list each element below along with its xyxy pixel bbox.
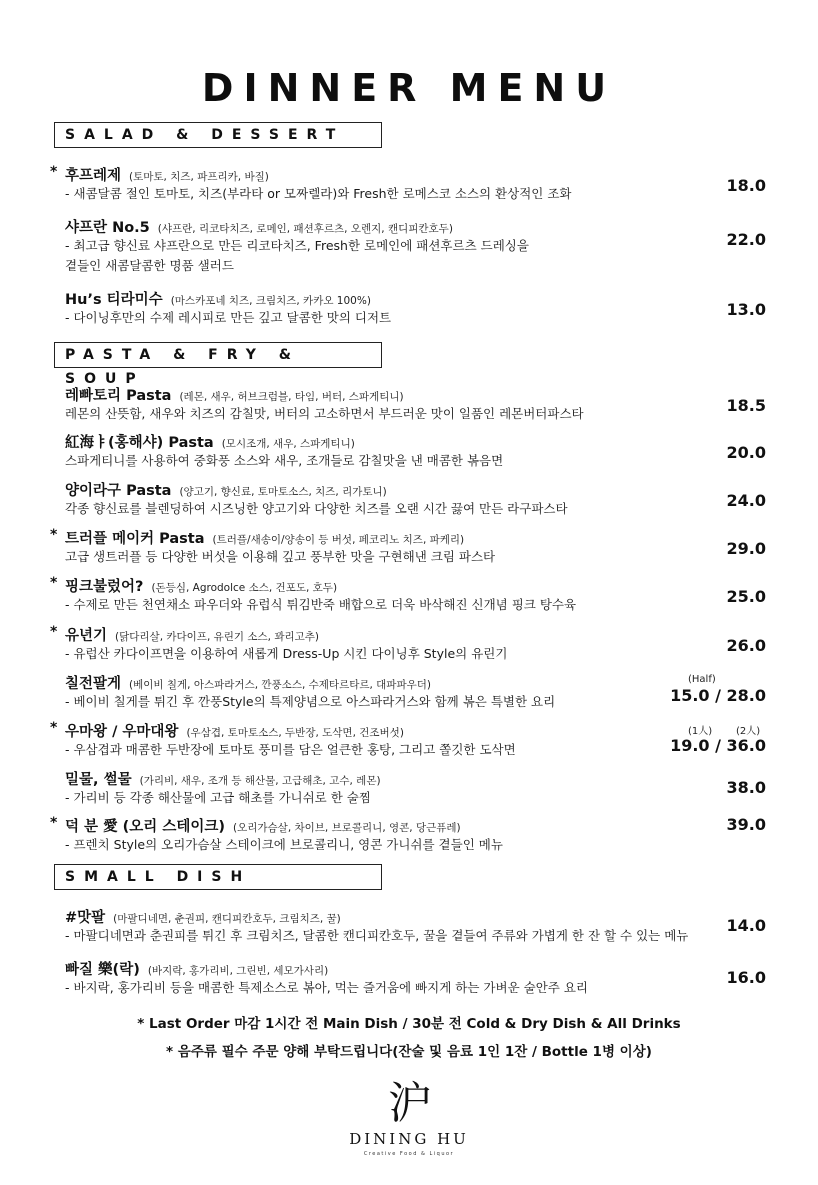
- one-person-label: (1人): [688, 726, 713, 737]
- menu-item: [50, 672, 770, 712]
- menu-item-price: 13.0: [726, 300, 766, 319]
- menu-item-price: 16.0: [726, 968, 766, 987]
- menu-item-description: - 유럽산 카다이프면을 이용하여 새롭게 Dress-Up 시킨 다이닝후 Style의 유린기: [65, 646, 508, 661]
- menu-item: [50, 288, 770, 328]
- menu-item-name: 덕 분 愛 (오리 스테이크): [65, 819, 226, 835]
- half-size-label: (Half): [688, 674, 716, 685]
- menu-item-ingredients: (닭다리살, 카다이프, 유린기 소스, 꽈리고추): [115, 631, 320, 643]
- section-header-pasta-fry-soup: PASTA & FRY & SOUP: [54, 342, 382, 368]
- menu-item-ingredients: (오리가슴살, 차이브, 브로콜리니, 영콘, 당근퓨레): [233, 822, 461, 834]
- menu-item-description: - 다이닝후만의 수제 레시피로 만든 깊고 달콤한 맛의 디저트: [65, 310, 392, 325]
- recommend-star: *: [50, 815, 58, 831]
- menu-item-description: - 프렌치 Style의 오리가슴살 스테이크에 브로콜리니, 영콘 가니쉬를 곁들인 메뉴: [65, 837, 503, 852]
- menu-item-ingredients: (양고기, 향신료, 토마토소스, 치즈, 리가토니): [179, 486, 387, 498]
- recommend-star: *: [50, 527, 58, 543]
- menu-item: [50, 768, 770, 808]
- menu-item-name-line: [50, 815, 770, 835]
- menu-item: [50, 906, 770, 946]
- menu-item-description: 각종 향신료를 블렌딩하여 시즈닝한 양고기와 다양한 치즈를 오랜 시간 끓여 만든 라구파스타: [65, 501, 568, 516]
- menu-item-ingredients: (토마토, 치즈, 파프리카, 바질): [129, 171, 269, 183]
- menu-item-price: 38.0: [726, 778, 766, 797]
- menu-item-name: Hu’s 티라미수: [65, 292, 163, 308]
- menu-item-name: 밀물, 썰물: [65, 772, 132, 788]
- menu-item: [50, 479, 770, 519]
- menu-item-name: 트러플 메이커 Pasta: [65, 531, 205, 547]
- two-person-label: (2人): [736, 726, 761, 737]
- drink-order-note: * 음주류 필수 주문 양해 부탁드립니다(잔술 및 음료 1인 1잔 / Bottle 1병 이상): [166, 1044, 652, 1060]
- menu-item-name-line: [50, 527, 770, 547]
- menu-item-price: 24.0: [726, 491, 766, 510]
- menu-item-name: 핑크불렀어?: [65, 579, 144, 595]
- menu-item-ingredients: (샤프란, 리코타치즈, 로메인, 패션후르츠, 오렌지, 캔디피칸호두): [157, 223, 453, 235]
- menu-item-price: 18.5: [726, 396, 766, 415]
- menu-item-price: 25.0: [726, 587, 766, 606]
- menu-item: [50, 958, 770, 998]
- menu-item-ingredients: (우삼겹, 토마토소스, 두반장, 도삭면, 건조버섯): [186, 727, 404, 739]
- menu-item-price: 22.0: [726, 230, 766, 249]
- menu-title: DINNER MENU: [201, 66, 617, 110]
- menu-item-description: 곁들인 새콤달콤한 명품 샐러드: [65, 258, 234, 273]
- menu-item-name-line: [50, 958, 770, 978]
- menu-item-price: 29.0: [726, 539, 766, 558]
- menu-item-name: 우마왕 / 우마대왕: [65, 724, 179, 740]
- menu-item-ingredients: (마팔디네면, 춘권피, 캔디피칸호두, 크림치즈, 꿀): [113, 913, 341, 925]
- menu-item-price: 20.0: [726, 443, 766, 462]
- section-header-salad-dessert: SALAD & DESSERT: [54, 122, 382, 148]
- menu-item-name: 후프레제: [65, 168, 122, 184]
- menu-item-name-line: [50, 431, 770, 451]
- menu-item-description: 레몬의 산뜻함, 새우와 치즈의 감칠맛, 버터의 고소하면서 부드러운 맛이 일품인 레몬버터파스타: [65, 406, 584, 421]
- menu-item-name: 빠질 樂(락): [65, 962, 140, 978]
- menu-item: [50, 164, 770, 204]
- dining-hu-logo-icon: [380, 1072, 440, 1128]
- menu-item-price: 39.0: [726, 815, 766, 834]
- logo-tagline: Creative Food & Liquor: [363, 1151, 455, 1157]
- menu-item: [50, 527, 770, 567]
- menu-item-name-line: [50, 672, 770, 692]
- recommend-star: *: [50, 720, 58, 736]
- menu-item-ingredients: (베이비 칠게, 아스파라거스, 깐풍소스, 수제타르타르, 대파파우더): [129, 679, 431, 691]
- menu-item: [50, 624, 770, 664]
- menu-item: [50, 815, 770, 855]
- menu-item-name-line: [50, 479, 770, 499]
- menu-item-description: 스파게티니를 사용하여 중화풍 소스와 새우, 조개들로 감칠맛을 낸 매콤한 볶음면: [65, 453, 504, 468]
- menu-item-description: - 베이비 칠게를 튀긴 후 깐풍Style의 특제양념으로 아스파라거스와 함께 볶은 특별한 요리: [65, 694, 556, 709]
- menu-item: [50, 431, 770, 471]
- menu-item-price: 15.0 / 28.0: [670, 686, 766, 705]
- logo-name: DINING HU: [349, 1130, 469, 1148]
- menu-item-name-line: [50, 216, 770, 236]
- menu-item-description: - 새콤달콤 절인 토마토, 치즈(부라타 or 모짜렐라)와 Fresh한 로메스코 소스의 환상적인 조화: [65, 186, 572, 201]
- menu-item-description: - 가리비 등 각종 해산물에 고급 해초를 가니쉬로 한 술찜: [65, 790, 371, 805]
- menu-item-name: #맛팔: [65, 910, 106, 926]
- menu-item-ingredients: (트러플/새송이/양송이 등 버섯, 페코리노 치즈, 파케리): [212, 534, 465, 546]
- menu-item-description: - 마팔디네면과 춘권피를 튀긴 후 크림치즈, 달콤한 캔디피칸호두, 꿀을 곁들여 주류와 가볍게 한 잔 할 수 있는 메뉴: [65, 928, 689, 943]
- last-order-note: * Last Order 마감 1시간 전 Main Dish / 30분 전 Cold & Dry Dish & All Drinks: [137, 1016, 681, 1032]
- menu-item-ingredients: (가리비, 새우, 조개 등 해산물, 고급해초, 고수, 레몬): [139, 775, 381, 787]
- menu-item-name: 양이라구 Pasta: [65, 483, 172, 499]
- menu-item-price: 18.0: [726, 176, 766, 195]
- recommend-star: *: [50, 624, 58, 640]
- menu-item-name: 유년기: [65, 628, 108, 644]
- menu-item-ingredients: (마스카포네 치즈, 크림치즈, 카카오 100%): [170, 295, 371, 307]
- menu-item-name-line: [50, 624, 770, 644]
- menu-item-name: 레빠토리 Pasta: [65, 388, 172, 404]
- menu-item-ingredients: (돈등심, Agrodolce 소스, 건포도, 호두): [151, 582, 338, 594]
- menu-item-ingredients: (레몬, 새우, 허브크럼블, 타임, 버터, 스파게티니): [179, 391, 404, 403]
- menu-item-name-line: [50, 164, 770, 184]
- menu-item-description: - 최고급 향신료 샤프란으로 만든 리코타치즈, Fresh한 로메인에 패션후르츠 드레싱을: [65, 238, 529, 253]
- menu-item: [50, 384, 770, 424]
- menu-item-name-line: [50, 906, 770, 926]
- menu-item-ingredients: (바지락, 홍가리비, 그린빈, 세모가사리): [147, 965, 329, 977]
- section-header-small-dish: SMALL DISH: [54, 864, 382, 890]
- menu-item-description: - 우삼겹과 매콤한 두반장에 토마토 풍미를 담은 얼큰한 홍탕, 그리고 쫄깃한 도삭면: [65, 742, 516, 757]
- menu-item-name-line: [50, 720, 770, 740]
- menu-item-name: 紅海ㅑ(홍해샤) Pasta: [65, 435, 214, 451]
- menu-item-price: 26.0: [726, 636, 766, 655]
- menu-item-name: 샤프란 No.5: [65, 220, 150, 236]
- menu-item-name-line: [50, 384, 770, 404]
- recommend-star: *: [50, 164, 58, 180]
- menu-item: [50, 216, 770, 276]
- logo-glyph: 沪: [388, 1078, 432, 1128]
- menu-item-description: 고급 생트러플 등 다양한 버섯을 이용해 깊고 풍부한 맛을 구현해낸 크림 파스타: [65, 549, 496, 564]
- recommend-star: *: [50, 575, 58, 591]
- menu-item: [50, 720, 770, 760]
- menu-item-name: 칠전팔게: [65, 676, 122, 692]
- menu-item-name-line: [50, 288, 770, 308]
- menu-item-description: - 바지락, 홍가리비 등을 매콤한 특제소스로 볶아, 먹는 즐거움에 빠지게 하는 가벼운 술안주 요리: [65, 980, 588, 995]
- menu-item-ingredients: (모시조개, 새우, 스파게티니): [221, 438, 355, 450]
- menu-item-name-line: [50, 768, 770, 788]
- menu-item-description: - 수제로 만든 천연채소 파우더와 유럽식 튀김반죽 배합으로 더욱 바삭해진 신개념 핑크 탕수육: [65, 597, 577, 612]
- menu-item-name-line: [50, 575, 770, 595]
- menu-item-price: 14.0: [726, 916, 766, 935]
- menu-item: [50, 575, 770, 615]
- menu-item-price: 19.0 / 36.0: [670, 736, 766, 755]
